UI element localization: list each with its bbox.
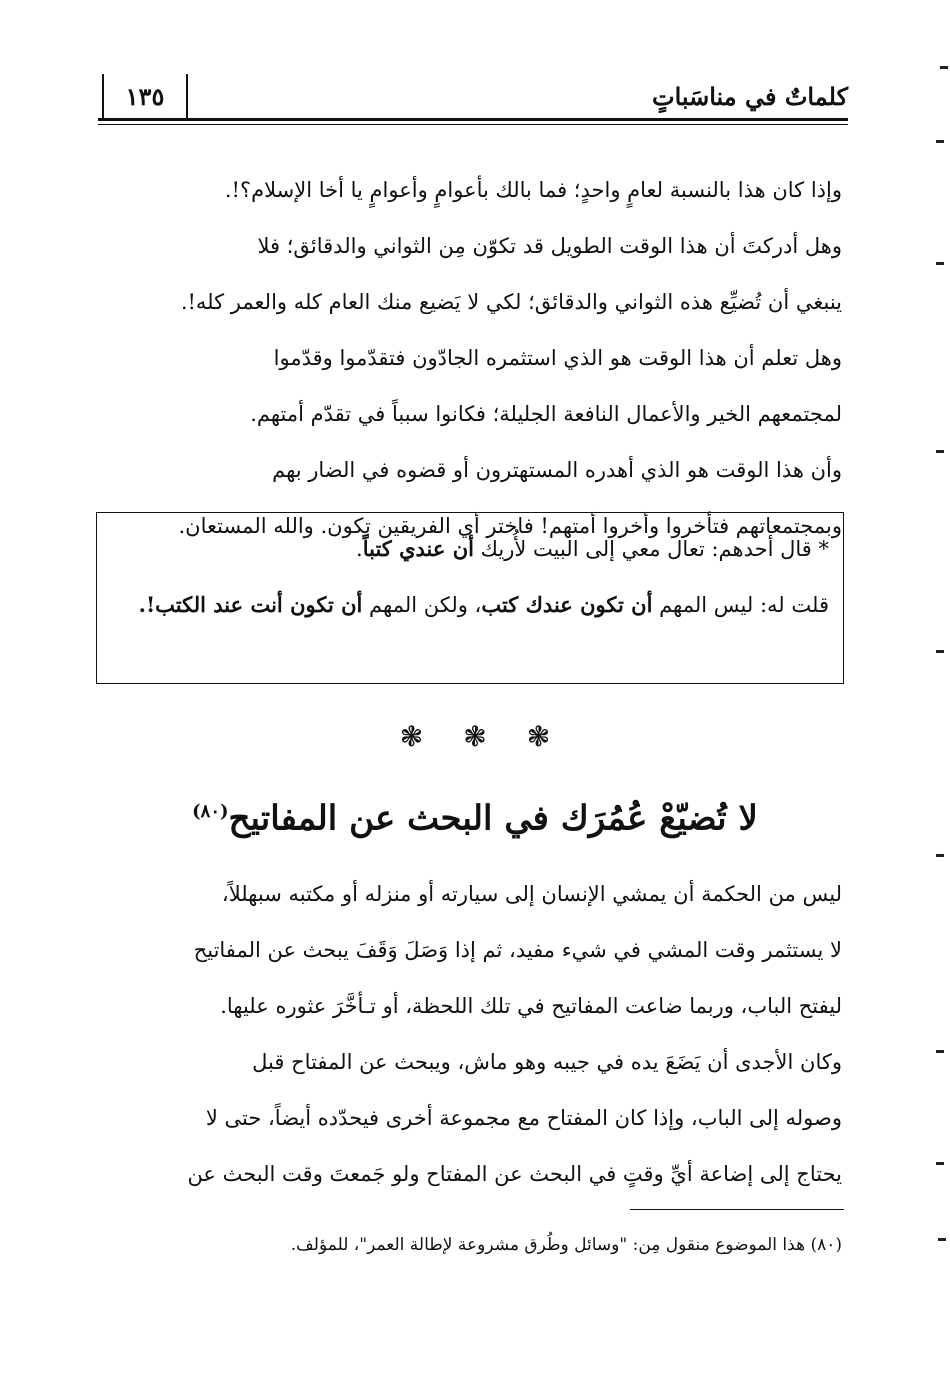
running-title: كلماتٌ في مناسَباتٍ	[651, 82, 848, 111]
quote-text: * قال أحدهم: تعال معي إلى البيت لأُريك	[473, 537, 829, 561]
margin-mark	[936, 140, 944, 143]
text-line: لمجتمعهم الخير والأعمال النافعة الجليلة؛ فكانوا سبباً في تقدّم أمتهم.	[250, 402, 842, 426]
footnote-reference: (٨٠)	[192, 801, 229, 822]
quote-bold-text: أن تكون عندك كتب	[481, 592, 653, 617]
text-line: ليس من الحكمة أن يمشي الإنسان إلى سيارته أو منزله أو مكتبه سبهللاً،	[221, 882, 842, 906]
quote-text: قلت له: ليس المهم	[652, 593, 829, 617]
footnote: (٨٠) هذا الموضوع منقول مِن: "وسائل وطُرق مشروعة لإطالة العمر"، للمؤلف.	[290, 1235, 842, 1255]
text-line: ينبغي أن تُضيِّع هذه الثواني والدقائق؛ لكي لا يَضيع منك العام كله والعمر كله!.	[180, 290, 842, 314]
quote-text: .	[356, 537, 363, 561]
quote-line-1	[111, 521, 829, 577]
page-header	[98, 70, 848, 126]
heading-text: لا تُضيّعْ عُمُرَك في البحث عن المفاتيح	[228, 798, 758, 839]
text-line: وصوله إلى الباب، وإذا كان المفتاح مع مجموعة أخرى فيحدّده أيضاً، حتى لا	[205, 1106, 842, 1130]
flower-ornament-icon: ❃	[463, 720, 487, 753]
body-text-section-2	[100, 866, 842, 1202]
text-line: لا يستثمر وقت المشي في شيء مفيد، ثم إذا وَصَلَ وَقَفَ يبحث عن المفاتيح	[193, 938, 842, 962]
quote-text: ، ولكن المهم	[362, 593, 482, 617]
margin-mark	[940, 66, 948, 69]
margin-mark	[936, 262, 944, 265]
flower-ornament-icon: ❃	[399, 720, 424, 753]
header-rule-thick	[98, 118, 848, 121]
section-heading	[100, 782, 850, 848]
text-line: وبمجتمعاتهم فتأخروا وأخروا أمتهم! فاختر أي الفريقين تكون. والله المستعان.	[178, 514, 842, 538]
header-rule-thin	[98, 124, 848, 125]
margin-mark	[936, 1162, 944, 1165]
quote-bold-text: !.	[138, 592, 156, 617]
text-line: يحتاج إلى إضاعة أيِّ وقتٍ في البحث عن المفتاح ولو جَمعتَ وقت البحث عن	[187, 1162, 842, 1186]
text-line: وإذا كان هذا بالنسبة لعامٍ واحدٍ؛ فما بالك بأعوامٍ وأعوامٍ يا أخا الإسلام؟!.	[224, 178, 842, 202]
text-line: وهل تعلم أن هذا الوقت هو الذي استثمره الجادّون فتقدّموا وقدّموا	[273, 346, 842, 370]
margin-mark	[936, 1050, 944, 1053]
text-line: وهل أدركتَ أن هذا الوقت الطويل قد تكوّن مِن الثواني والدقائق؛ فلا	[257, 234, 842, 258]
quote-line-2	[111, 577, 829, 633]
body-text-section-1	[100, 162, 842, 554]
quote-box	[96, 512, 844, 684]
flower-ornament-icon: ❃	[526, 720, 551, 753]
quote-bold-text: أن عندي كتباً	[362, 536, 474, 561]
ornament-divider	[0, 720, 950, 756]
margin-mark	[936, 450, 944, 453]
margin-mark	[936, 854, 944, 857]
text-line: وأن هذا الوقت هو الذي أهدره المستهترون أو قضوه في الضار بهم	[272, 458, 842, 482]
quote-bold-text: أن تكون أنت عند الكتب	[155, 592, 363, 617]
text-line: ليفتح الباب، وربما ضاعت المفاتيح في تلك اللحظة، أو تـأخَّرَ عثوره عليها.	[220, 994, 842, 1018]
text-line: وكان الأجدى أن يَضَعَ يده في جيبه وهو ماش، ويبحث عن المفتاح قبل	[252, 1050, 842, 1074]
page-number: ١٣٥	[102, 74, 188, 118]
margin-mark	[938, 1238, 946, 1241]
margin-mark	[936, 650, 944, 653]
footnote-separator	[630, 1209, 844, 1210]
